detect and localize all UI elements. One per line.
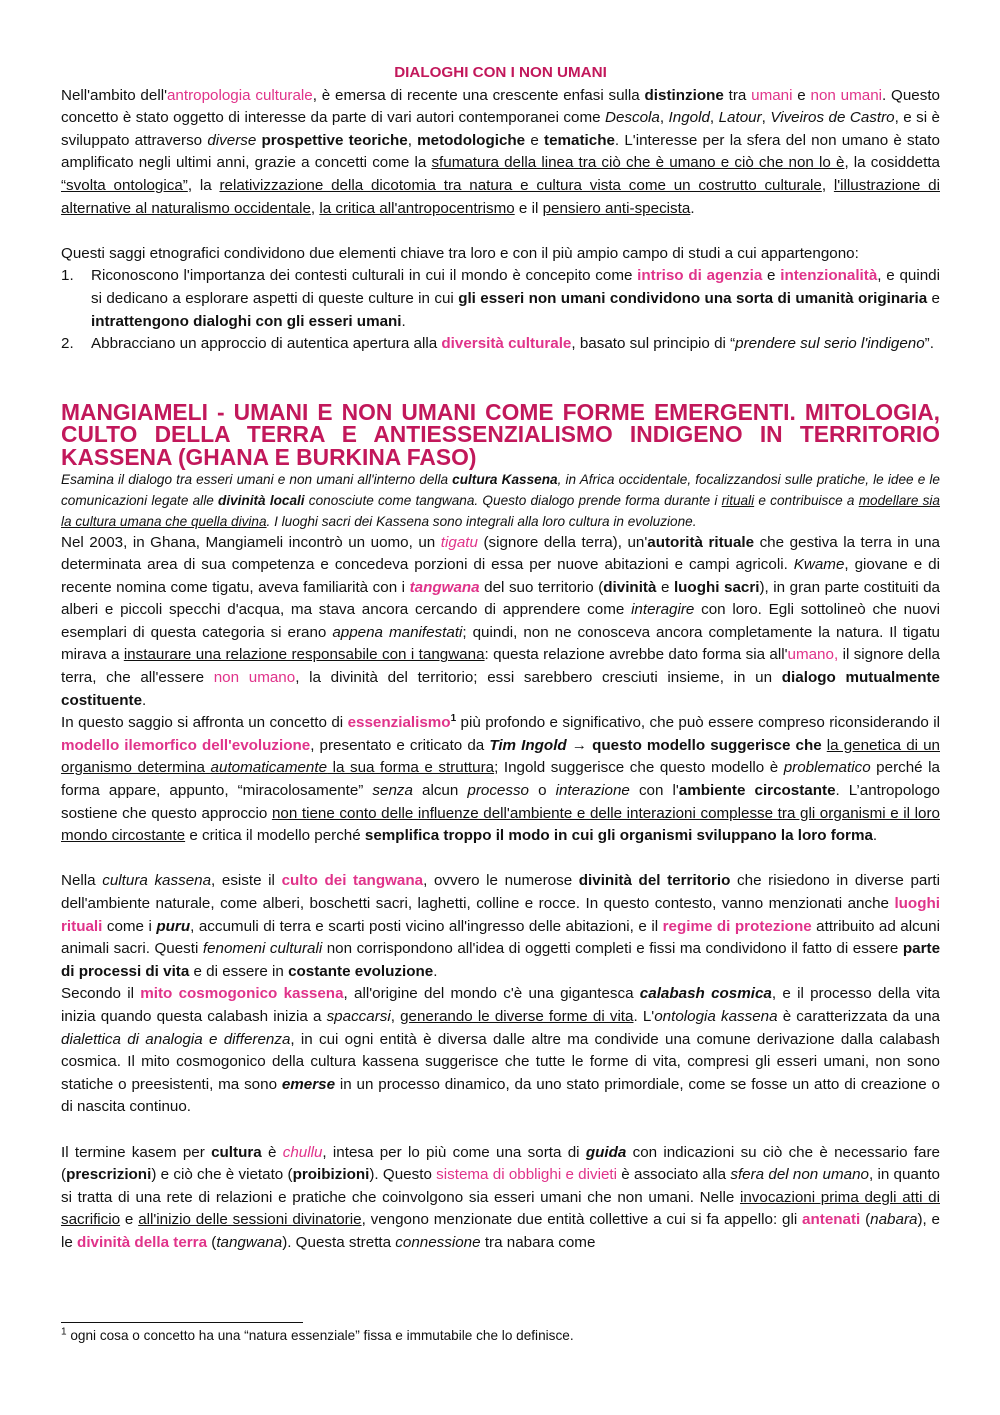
intro-paragraph: Nell'ambito dell'antropologia culturale, è emersa di recente una crescente enfasi sulla distinzione tra umani e non umani. Questo concetto è stato oggetto di interesse da parte di vari autori contemporanei come Descola, Ingold, Latour, Viveiros de Castro, e si è sviluppato attraverso diverse prospettive teoriche, metodologiche e tematiche. L'interesse per la sfera del non umano è stato amplificato negli ultimi anni, grazie a concetti come la sfumatura della linea tra ciò che è umano e ciò che non lo è, la cosiddetta “svolta ontologica”, la relativizzazione della dicotomia tra natura e cultura vista come un costrutto culturale, l'illustrazione di alternative al naturalismo occidentale, la critica all'antropocentrismo e il pensiero anti-specista.	[61, 86, 940, 217]
list-item: 2. Abbracciano un approccio di autentica apertura alla diversità culturale, basato sul principio di “prendere sul serio l'indigeno”.	[61, 335, 934, 353]
key-elements-list	[61, 265, 940, 355]
arrow-right-icon: → questo modello suggerisce che	[566, 736, 827, 754]
list-item: 1. Riconoscono l'importanza dei contesti culturali in cui il mondo è concepito come intriso di agenzia e intenzionalità, e quindi si dedicano a esplorare aspetti di queste culture in cui gli esseri non umani condividono una sorta di umanità originaria e intrattengono dialoghi con gli esseri umani.	[61, 267, 940, 330]
paragraph-essenzialismo: In questo saggio si affronta un concetto di essenzialismo$^1$ più profondo e significativo, che può essere compreso riconsiderando il modello ilemorfico dell'evoluzione, presentato e criticato da Tim Ingold → questo modello suggerisce che la genetica di un organismo determina automaticamente la sua forma e struttura; Ingold suggerisce che questo modello è problematico perché la forma appare, appunto, “miracolosamente” senza alcun processo o interazione con l'ambiente circostante. L’antropologo sostiene che questo approccio non tiene conto delle influenze dell'ambiente e delle interazioni complesse tra gli organismi e il loro mondo circostante e critica il modello perché semplifica troppo il modo in cui gli organismi sviluppano la loro forma.	[61, 713, 941, 845]
footnote-mark: 1	[61, 1326, 67, 1338]
paragraph-tigatu: Nel 2003, in Ghana, Mangiameli incontrò un uomo, un tigatu (signore della terra), un'autorità rituale che gestiva la terra in una determinata area di sua competenza e concedeva porzioni di essa per nuove abitazioni e campi agricoli. Kwame, giovane e di recente nomina come tigatu, aveva familiarità con i tangwana del suo territorio (divinità e luoghi sacri), in gran parte costituiti da alberi e piccoli specchi d'acqua, ma stava ancora cercando di apprendere come interagire con loro. Egli sottolineò che nuovi esemplari di questa categoria si erano appena manifestati; quindi, non ne conosceva ancora completamente la natura. Il tigatu mirava a instaurare una relazione responsabile con i tangwana: questa relazione avrebbe dato forma sia all'umano, il signore della terra, che all'essere non umano, la divinità del territorio; essi sarebbero cresciuti insieme, in un dialogo mutualmente costituente.	[61, 533, 940, 709]
document-page	[61, 62, 940, 1255]
list-intro: Questi saggi etnografici condividono due elementi chiave tra loro e con il più ampio campo di studi a cui appartengono:	[61, 244, 859, 262]
section-heading: MANGIAMELI - UMANI E NON UMANI COME FORME EMERGENTI. MITOLOGIA, CULTO DELLA TERRA E ANTIESSENZIALISMO INDIGENO IN TERRITORIO KASSENA (GHANA E BURKINA FASO)	[61, 398, 940, 470]
paragraph-mito-cosmogonico: Secondo il mito cosmogonico kassena, all'origine del mondo c'è una gigantesca calabash cosmica, e il processo della vita inizia quando questa calabash inizia a spaccarsi, generando le diverse forme di vita. L'ontologia kassena è caratterizzata da una dialettica di analogia e differenza, in cui ogni entità è diversa dalle altre ma condivide una comune derivazione dalla calabash cosmica. Il mito cosmogonico della cultura kassena suggerisce che tutte le forme di vita, compresi gli esseri umani, non sono statiche o preesistenti, ma sono emerse in un processo dinamico, da uno stato primordiale, come se fosse un atto di creazione o di nascita continuo.	[61, 985, 940, 1116]
footnote	[61, 1326, 940, 1346]
footnote-ref[interactable]: 1	[450, 713, 457, 725]
footnote-divider	[61, 1322, 303, 1323]
paragraph-chullu: Il termine kasem per cultura è chullu, intesa per lo più come una sorta di guida con indicazioni su ciò che è necessario fare (prescrizioni) e ciò che è vietato (proibizioni). Questo sistema di obblighi e divieti è associato alla sfera del non umano, in quanto si tratta di una rete di relazioni e pratiche che coinvolgono sia esseri umani che non umani. Nelle invocazioni prima degli atti di sacrificio e all'inizio delle sessioni divinatorie, vengono menzionate due entità collettive a cui si fa appello: gli antenati (nabara), e le divinità della terra (tangwana). Questa stretta connessione tra nabara come	[61, 1143, 941, 1251]
section-abstract: Esamina il dialogo tra esseri umani e non umani all'interno della cultura Kassena, in Africa occidentale, focalizzandosi sulle pratiche, le idee e le comunicazioni legate alle divinità locali conosciute come tangwana. Questo dialogo prende forma durante i rituali e contribuisce a modellare sia la cultura umana che quella divina. I luoghi sacri dei Kassena sono integrali alla loro cultura in evoluzione.	[61, 471, 940, 529]
paragraph-culto-tangwana: Nella cultura kassena, esiste il culto dei tangwana, ovvero le numerose divinità del territorio che risiedono in diverse parti dell'ambiente naturale, come alberi, boschetti sacri, laghetti, colline e rocce. In questo contesto, vanno menzionati anche luoghi rituali come i puru, accumuli di terra e scarti posti vicino all'ingresso delle abitazioni, e il regime di protezione attribuito ad alcuni animali sacri. Questi fenomeni culturali non corrispondono all'idea di oggetti completi e fissi ma condividono il fatto di essere parte di processi di vita e di essere in costante evoluzione.	[61, 872, 941, 980]
document-title: DIALOGHI CON I NON UMANI	[394, 64, 607, 81]
footnote-text: ogni cosa o concetto ha una “natura essenziale” fissa e immutabile che lo definisce.	[66, 1328, 574, 1343]
